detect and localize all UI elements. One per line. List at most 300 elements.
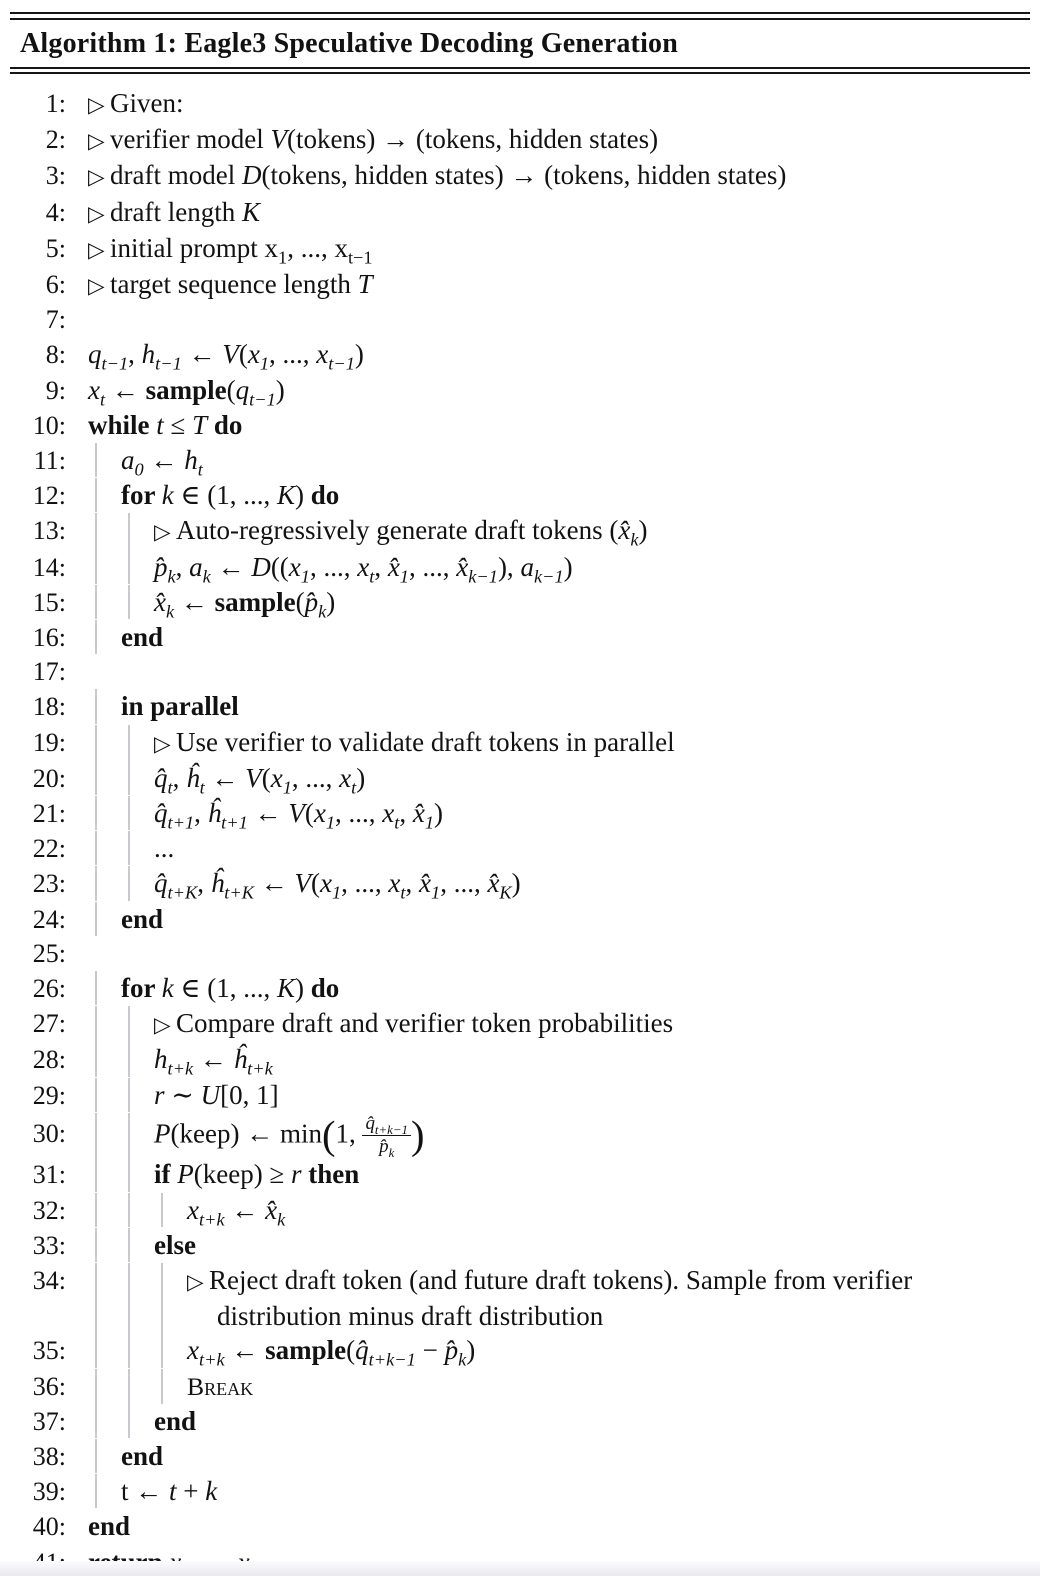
- text: (tokens, hidden states) → (tokens, hidden states): [261, 160, 787, 191]
- subscript: t+k: [198, 1349, 225, 1370]
- line-text: [88, 267, 1028, 303]
- subscript: t−1: [347, 247, 373, 268]
- line-content: [88, 902, 1028, 936]
- line-number: 18:: [32, 692, 66, 722]
- line-text: [88, 478, 1028, 512]
- text: ≤: [163, 409, 193, 440]
- line-content: [88, 1474, 1028, 1508]
- algorithm-line-6: [10, 267, 1028, 303]
- text: ←: [210, 551, 252, 582]
- line-text: [88, 195, 1028, 231]
- text: , ...,: [309, 551, 358, 582]
- smallcaps-text: Break: [187, 1371, 254, 1401]
- line-content: [88, 1078, 1028, 1112]
- indent-guide: [128, 1006, 130, 1042]
- subscript: 1: [331, 882, 342, 903]
- text: (: [261, 762, 271, 793]
- indent-guide: [95, 1369, 97, 1404]
- line-text: [88, 1439, 1028, 1473]
- text: ,: [172, 762, 187, 793]
- line-number: 25:: [32, 938, 66, 968]
- indent-guide: [95, 550, 97, 584]
- text: ,: [374, 551, 388, 582]
- text: (keep) ← min: [170, 1118, 322, 1149]
- math-symbol: k: [161, 480, 174, 511]
- indent-guide: [95, 1404, 97, 1438]
- algorithm-line-14: [10, 550, 1028, 585]
- line-content: [88, 1439, 1028, 1473]
- subscript: 1: [282, 777, 292, 798]
- math-symbol: $x_1$: [320, 868, 342, 903]
- math-symbol: D: [241, 160, 262, 191]
- line-text: [88, 902, 1028, 936]
- math-symbol: $a_0$: [121, 445, 144, 480]
- subscript: t+K: [224, 882, 254, 903]
- text: ←: [254, 868, 295, 899]
- line-text: [88, 86, 1028, 122]
- text: Auto-regressively generate draft tokens (: [176, 515, 619, 546]
- math-symbol: $x_t$: [88, 374, 106, 410]
- line-number: 16:: [32, 623, 66, 653]
- keyword: in parallel: [121, 691, 239, 722]
- math-symbol: $q̂_t$: [154, 762, 173, 798]
- text: ): [563, 551, 573, 582]
- line-content: [88, 1333, 1028, 1370]
- indent-guide: [128, 1333, 130, 1367]
- line-number: 23:: [32, 869, 66, 899]
- line-text: [88, 796, 1028, 833]
- indent-guide: [128, 1078, 130, 1112]
- text: ←: [128, 1476, 170, 1507]
- line-content: [88, 1404, 1028, 1438]
- algorithm-line-22: [10, 831, 1028, 866]
- math-symbol: $q̂_{t+k-1}$: [365, 1112, 408, 1137]
- line-text: [88, 620, 1028, 654]
- line-number: 19:: [32, 727, 66, 757]
- indent-guide: [95, 1113, 97, 1157]
- line-number: 29:: [32, 1080, 66, 1110]
- keyword: then: [301, 1159, 360, 1190]
- keyword: do: [207, 409, 243, 440]
- math-symbol: t: [156, 409, 164, 440]
- line-number: 21:: [32, 799, 66, 829]
- indent-guide: [95, 513, 97, 549]
- math-symbol: k: [205, 1476, 218, 1507]
- indent-guide: [95, 971, 97, 1005]
- line-text: [88, 158, 1028, 194]
- text: draft length: [110, 196, 242, 227]
- line-text: [88, 373, 1028, 410]
- math-symbol: $ĥ_{t+1}$: [207, 798, 248, 833]
- indent-guide: [95, 1193, 97, 1227]
- keyword: for: [121, 480, 162, 511]
- subscript: t: [351, 777, 357, 798]
- subscript: t−1: [101, 353, 129, 374]
- keyword: sample: [265, 1335, 347, 1366]
- indent-guide: [128, 1193, 130, 1227]
- line-number: 37:: [32, 1406, 66, 1436]
- algorithm-line-32: [10, 1193, 1028, 1228]
- line-text: [88, 1078, 1028, 1112]
- subscript: K: [499, 882, 512, 903]
- subscript: 1: [278, 247, 288, 268]
- line-content: [88, 971, 1028, 1005]
- indent-guide: [95, 866, 97, 900]
- indent-guide: [161, 1333, 163, 1367]
- math-symbol: $h_{t+k}$: [154, 1044, 194, 1079]
- text: +: [176, 1476, 206, 1507]
- indent-guide: [95, 1042, 97, 1076]
- line-content: [88, 866, 1028, 903]
- indent-guide: [95, 796, 97, 830]
- line-content: [88, 195, 1028, 231]
- keyword: else: [154, 1229, 196, 1260]
- algorithm-line-37: [10, 1404, 1028, 1439]
- line-content: [88, 1509, 1028, 1543]
- line-content: [88, 443, 1028, 480]
- line-content: [88, 122, 1028, 158]
- math-symbol: $x_1$: [288, 551, 310, 587]
- line-content: [88, 1112, 1028, 1160]
- indent-guide: [95, 1078, 97, 1112]
- subscript: t−1: [249, 389, 276, 410]
- algorithm-line-16: [10, 620, 1028, 655]
- line-text: [88, 866, 1028, 903]
- text: , ...,: [341, 868, 389, 899]
- math-symbol: $x̂_k$: [618, 515, 639, 550]
- text: , ...,: [287, 232, 335, 263]
- text: 1,: [335, 1118, 363, 1149]
- algorithm-line-7: [10, 303, 1028, 337]
- line-content: [88, 620, 1028, 654]
- line-number: 38:: [32, 1441, 66, 1471]
- text: Given:: [110, 88, 184, 118]
- keyword: sample: [145, 374, 227, 405]
- subscript: t+1: [167, 812, 195, 833]
- big-paren: ): [410, 1112, 425, 1158]
- indent-guide: [128, 513, 130, 549]
- algorithm-line-40: [10, 1509, 1028, 1544]
- math-symbol: K: [276, 973, 295, 1004]
- math-symbol: $q_{t-1}$: [235, 374, 276, 410]
- text: (tokens) → (tokens, hidden states): [286, 124, 659, 155]
- text: (: [238, 339, 248, 370]
- text: ←: [247, 798, 289, 829]
- text: draft model: [110, 160, 242, 191]
- line-content: [88, 689, 1028, 723]
- text: (: [226, 374, 236, 405]
- indent-guide: [128, 1042, 130, 1076]
- algorithm-line-17: [10, 655, 1028, 689]
- line-number: 2:: [45, 125, 66, 155]
- indent-guide: [95, 1474, 97, 1508]
- indent-guide: [95, 620, 97, 654]
- subscript: t: [199, 777, 205, 798]
- line-text: [88, 971, 1028, 1005]
- indent-guide: [95, 902, 97, 936]
- math-symbol: $ĥ_{t+K}$: [210, 868, 254, 903]
- math-symbol: k: [161, 973, 174, 1004]
- indent-guide: [128, 550, 130, 584]
- math-symbol: $x̂_1$: [419, 868, 441, 903]
- line-content: [88, 1157, 1028, 1191]
- line-number: 1:: [45, 89, 66, 118]
- subscript: t: [167, 777, 173, 798]
- math-symbol: $x̂_k$: [265, 1194, 286, 1229]
- text: ∼: [164, 1079, 201, 1110]
- line-number: 31:: [32, 1160, 66, 1190]
- line-content: [88, 1369, 1028, 1404]
- indent-guide: [128, 725, 130, 761]
- subscript: t+k−1: [374, 1122, 408, 1137]
- subscript: 1: [300, 566, 310, 587]
- text: ): [356, 762, 366, 793]
- text: ←: [143, 445, 185, 476]
- line-content: [88, 831, 1028, 865]
- algorithm-line-18: [10, 689, 1028, 724]
- title-separator-rule: [10, 67, 1030, 75]
- line-text: [88, 1193, 1028, 1227]
- line-number: 7:: [45, 305, 66, 335]
- keyword: end: [121, 1440, 164, 1471]
- math-symbol: $q̂_{t+K}$: [154, 868, 198, 903]
- line-text: [88, 1509, 1028, 1543]
- line-number: 27:: [32, 1009, 66, 1039]
- text: ,: [175, 551, 190, 582]
- math-symbol: U: [200, 1079, 221, 1110]
- text: ←: [105, 374, 146, 405]
- keyword: do: [310, 480, 340, 511]
- line-text: [88, 689, 1028, 723]
- text: $x_1$: [264, 232, 288, 268]
- indent-guide: [161, 1193, 163, 1227]
- keyword: while: [88, 409, 157, 440]
- indent-guide: [161, 1263, 163, 1333]
- algorithm-line-35: [10, 1333, 1028, 1368]
- comment-triangle-icon: ▷: [88, 274, 111, 299]
- line-text: [88, 443, 1028, 480]
- line-content: [88, 478, 1028, 512]
- comment-triangle-icon: ▷: [154, 731, 177, 756]
- math-symbol: $x_t$: [357, 551, 375, 587]
- math-symbol: $x_1$: [247, 339, 270, 374]
- math-symbol: $ĥ_{t+k}$: [233, 1044, 273, 1079]
- line-text: [88, 550, 1028, 587]
- text: $x_{t-1}$: [334, 232, 373, 268]
- comment-triangle-icon: ▷: [88, 165, 111, 190]
- math-symbol: $q̂_{t+k-1}$: [355, 1335, 416, 1370]
- keyword: do: [310, 973, 340, 1004]
- math-symbol: V: [222, 339, 239, 370]
- text: ,: [197, 868, 211, 899]
- subscript: t+k: [247, 1058, 273, 1079]
- text: (: [304, 798, 314, 829]
- text: ←: [204, 762, 246, 793]
- line-number: 9:: [45, 375, 66, 405]
- indent-guide: [95, 761, 97, 795]
- indent-guide: [95, 1263, 97, 1333]
- line-number: 24:: [32, 904, 66, 934]
- algorithm-line-21: [10, 796, 1028, 831]
- line-text: [88, 1042, 1028, 1079]
- algorithm-line-23: [10, 866, 1028, 901]
- line-number: 20:: [32, 763, 66, 793]
- algorithm-line-8: [10, 337, 1028, 372]
- keyword: end: [88, 1511, 131, 1542]
- line-text: [88, 122, 1028, 158]
- text: Use verifier to validate draft tokens in parallel: [176, 726, 675, 757]
- math-symbol: $q̂_{t+1}$: [154, 798, 195, 833]
- algorithm-line-1: [10, 86, 1028, 122]
- math-symbol: K: [241, 196, 260, 227]
- line-number: 15:: [32, 587, 66, 617]
- indent-guide: [128, 1263, 130, 1333]
- subscript: 1: [424, 812, 435, 833]
- math-symbol: $x_t$: [382, 798, 400, 833]
- indent-guide: [128, 1157, 130, 1191]
- line-number: 33:: [32, 1230, 66, 1260]
- algorithm-line-19: [10, 725, 1028, 761]
- line-text: [88, 1157, 1028, 1191]
- line-number: 12:: [32, 481, 66, 511]
- math-symbol: $x̂_{k-1}$: [456, 551, 498, 587]
- line-content: [88, 513, 1028, 549]
- text: , ...,: [291, 762, 340, 793]
- indent-guide: [128, 831, 130, 865]
- math-symbol: T: [192, 409, 208, 440]
- algorithm-line-25: [10, 937, 1028, 971]
- math-symbol: K: [276, 480, 295, 511]
- math-symbol: V: [288, 798, 305, 829]
- line-text: [88, 1404, 1028, 1438]
- subscript: k: [277, 1208, 286, 1229]
- indent-guide: [128, 1369, 130, 1404]
- math-symbol: P: [154, 1118, 171, 1149]
- text: ←: [181, 339, 223, 370]
- math-symbol: t: [169, 1476, 177, 1507]
- line-number: 5:: [45, 233, 66, 263]
- line-number: 26:: [32, 974, 66, 1004]
- algorithm-line-3: [10, 158, 1028, 194]
- line-content: [88, 585, 1028, 622]
- math-symbol: $h_{t-1}$: [141, 339, 182, 374]
- math-symbol: P: [177, 1159, 194, 1190]
- comment-triangle-icon: ▷: [88, 93, 111, 117]
- subscript: 1: [431, 882, 441, 903]
- text: ): [275, 374, 285, 405]
- line-text: [88, 1006, 1028, 1042]
- line-number: 39:: [32, 1477, 66, 1507]
- text: ): [354, 339, 364, 370]
- text: ←: [224, 1335, 266, 1366]
- math-symbol: $p̂_k$: [444, 1335, 467, 1370]
- text: [0, 1]: [220, 1079, 279, 1110]
- math-symbol: r: [154, 1079, 165, 1110]
- keyword: for: [121, 973, 162, 1004]
- line-content: [88, 1006, 1028, 1042]
- line-content: [88, 408, 1028, 442]
- math-symbol: $x_t$: [339, 762, 357, 798]
- algorithm-line-33: [10, 1228, 1028, 1263]
- subscript: 1: [259, 353, 270, 374]
- line-number: 32:: [32, 1195, 66, 1225]
- line-text: [88, 585, 1028, 622]
- math-symbol: $p̂_k$: [304, 586, 327, 622]
- text: ): [511, 868, 521, 899]
- algorithm-title: Algorithm 1: Eagle3 Speculative Decoding Generation: [20, 27, 679, 59]
- algorithm-line-13: [10, 513, 1028, 549]
- algorithm-line-9: [10, 373, 1028, 408]
- indent-guide: [95, 1333, 97, 1367]
- algorithm-line-2: [10, 122, 1028, 158]
- keyword: end: [121, 903, 164, 934]
- math-symbol: $h_t$: [184, 445, 203, 480]
- math-symbol: $x_{t-1}$: [316, 339, 355, 374]
- algorithm-line-24: [10, 902, 1028, 937]
- subscript: k: [165, 601, 175, 622]
- math-symbol: T: [357, 269, 373, 300]
- line-content: [88, 761, 1028, 798]
- line-number: 8:: [45, 340, 66, 370]
- algorithm-line-38: [10, 1439, 1028, 1474]
- math-symbol: V: [270, 124, 287, 155]
- text: ),: [497, 551, 521, 582]
- line-content: [88, 1042, 1028, 1079]
- comment-triangle-icon: ▷: [88, 237, 111, 262]
- algorithm-line-29: [10, 1078, 1028, 1113]
- fraction: [362, 1112, 410, 1160]
- text: verifier model: [110, 124, 271, 155]
- comment-triangle-icon: ▷: [187, 1269, 210, 1294]
- algorithm-line-4: [10, 195, 1028, 231]
- line-content: [88, 1193, 1028, 1227]
- line-text: [88, 1474, 1028, 1508]
- algorithm-line-36: [10, 1369, 1028, 1404]
- subscript: k−1: [468, 566, 498, 587]
- indent-guide: [95, 478, 97, 512]
- line-number: 11:: [33, 446, 66, 476]
- text: ): [326, 586, 336, 617]
- line-content: [88, 231, 1028, 267]
- text: ): [294, 973, 311, 1004]
- subscript: t+1: [221, 812, 248, 833]
- subscript: t: [99, 389, 106, 410]
- algorithm-line-5: [10, 231, 1028, 267]
- indent-guide: [95, 689, 97, 723]
- indent-guide: [128, 1404, 130, 1438]
- text: Compare draft and verifier token probabilities: [176, 1008, 674, 1039]
- subscript: 1: [325, 812, 336, 833]
- line-content: [88, 86, 1028, 122]
- text: ,: [194, 798, 208, 829]
- line-number: 4:: [45, 197, 66, 227]
- math-symbol: $p̂_k$: [379, 1135, 395, 1160]
- subscript: t+k: [198, 1208, 225, 1229]
- line-number: 35:: [32, 1336, 66, 1366]
- text: t: [121, 1476, 129, 1507]
- text: , ...,: [408, 551, 457, 582]
- algorithm-line-26: [10, 971, 1028, 1006]
- comment-triangle-icon: ▷: [88, 129, 111, 154]
- comment-triangle-icon: ▷: [154, 520, 177, 545]
- text: (: [346, 1335, 356, 1366]
- text: initial prompt: [110, 232, 265, 263]
- math-symbol: $x̂_1$: [412, 798, 435, 833]
- line-number: 30:: [32, 1119, 66, 1149]
- indent-guide: [128, 796, 130, 830]
- indent-guide: [95, 1006, 97, 1042]
- line-number: 10:: [32, 410, 66, 440]
